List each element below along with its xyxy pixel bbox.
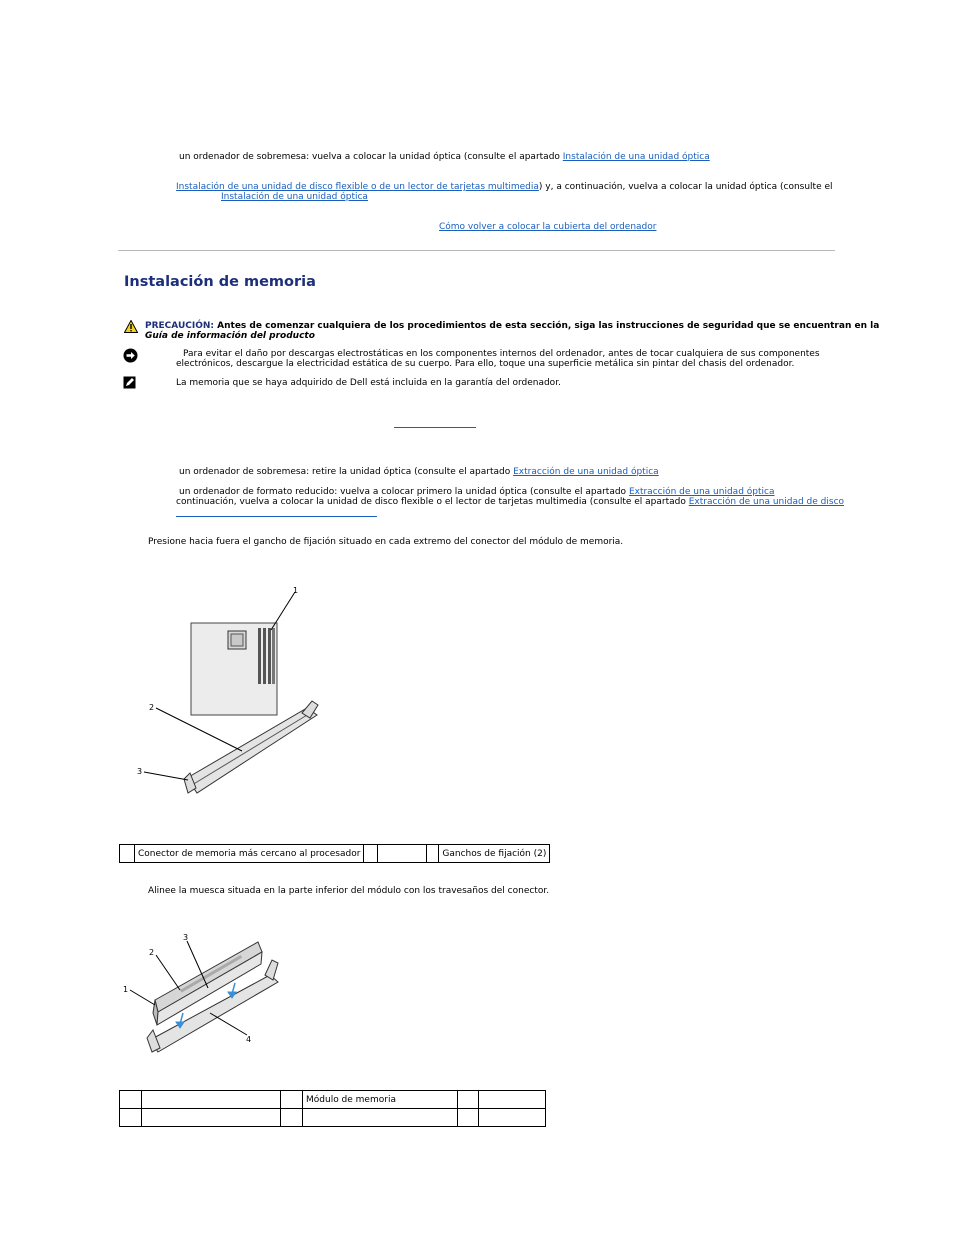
notice-text-1: Para evitar el daño por descargas electrostáticas en los componentes internos del ordenador, antes de tocar cualquiera de sus componentes [183,349,820,359]
link-remove-optical-drive-2[interactable]: Extracción de una unidad óptica [628,487,775,497]
caution-guide: Guía de información del producto [145,331,315,341]
figure-memory-connector [132,583,332,803]
callout-2: 2 [149,948,155,957]
callout-3: 3 [137,767,143,776]
legend-num-2 [281,1091,303,1109]
legend-num-6 [458,1109,479,1127]
note-icon [123,376,136,389]
legend-label-5 [303,1109,458,1127]
link-remove-optical-drive[interactable]: Extracción de una unidad óptica [513,467,659,477]
step-text: ) y, a continuación, vuelva a colocar la unidad óptica (consulte el [538,182,833,192]
step-press-clips: Presione hacia fuera el gancho de fijación situado en cada extremo del conector del módulo de memoria. [148,537,624,547]
caution-icon [124,320,138,333]
caution-label: PRECAUCIÓN: [145,321,215,331]
page-title: Instalación de memoria [124,274,316,290]
legend-label-2: Módulo de memoria [303,1091,458,1109]
legend-label-6 [479,1109,546,1127]
step-text: un ordenador de formato reducido: vuelva a colocar primero la unidad óptica (consulte el apartado [179,487,629,497]
legend-label-2 [378,845,427,863]
link-replace-cover[interactable]: Cómo volver a colocar la cubierta del ordenador [439,222,657,232]
legend-num-1 [120,1091,142,1109]
legend-num-5 [281,1109,303,1127]
legend-label-3: Ganchos de fijación (2) [439,845,550,863]
legend-num-3 [458,1091,479,1109]
figure1-legend-table [119,844,550,863]
legend-num-1 [120,845,135,863]
link-install-optical-drive-2[interactable]: Instalación de una unidad óptica [221,192,368,202]
callout-1: 1 [293,586,299,595]
legend-num-4 [120,1109,142,1127]
callout-4: 4 [246,1035,252,1044]
step-text: continuación, vuelva a colocar la unidad de disco flexible o el lector de tarjetas multimedia (consulte el apartado [176,497,689,507]
step-small-form-factor [179,487,774,497]
step-reinstall-floppy [176,182,833,192]
legend-label-1 [142,1091,281,1109]
legend-label-3 [479,1091,546,1109]
callout-3: 3 [183,933,189,942]
step-text: un ordenador de sobremesa: vuelva a colocar la unidad óptica (consulte el apartado [179,152,563,162]
step-text: un ordenador de sobremesa: retire la unidad óptica (consulte el apartado [179,467,514,477]
figure2-legend-table [119,1090,546,1127]
link-install-floppy-media-reader[interactable]: Instalación de una unidad de disco flexible o de un lector de tarjetas multimedia [176,182,539,192]
notice-icon [123,348,138,363]
step-reinstall-optical-desktop [179,152,710,162]
step-remove-optical-desktop [179,467,659,477]
figure-align-module [120,930,290,1060]
callout-2: 2 [149,703,155,712]
step-align-notch: Alinee la muesca situada en la parte inferior del módulo con los travesaños del conector. [148,886,550,896]
note-text: La memoria que se haya adquirido de Dell está incluida en la garantía del ordenador. [176,378,561,388]
notice-text-2: electrónicos, descargue la electricidad estática de su cuerpo. Para ello, toque una superficie metálica sin pintar del chasis del ordenador. [176,359,795,369]
section-divider [118,250,835,251]
caution-notice [145,321,879,331]
legend-num-3 [427,845,439,863]
link-underline-fragment[interactable] [394,427,476,428]
callout-1: 1 [123,985,129,994]
link-underline-continuation[interactable] [176,516,377,517]
legend-num-2 [364,845,378,863]
link-remove-floppy[interactable]: Extracción de una unidad de disco [688,497,845,507]
step-small-form-factor-cont [176,497,844,507]
caution-text: Antes de comenzar cualquiera de los procedimientos de esta sección, siga las instrucciones de seguridad que se encuentran en la [214,321,880,331]
legend-label-1: Conector de memoria más cercano al procesador [135,845,364,863]
link-install-optical-drive[interactable]: Instalación de una unidad óptica [562,152,710,162]
legend-label-4 [142,1109,281,1127]
